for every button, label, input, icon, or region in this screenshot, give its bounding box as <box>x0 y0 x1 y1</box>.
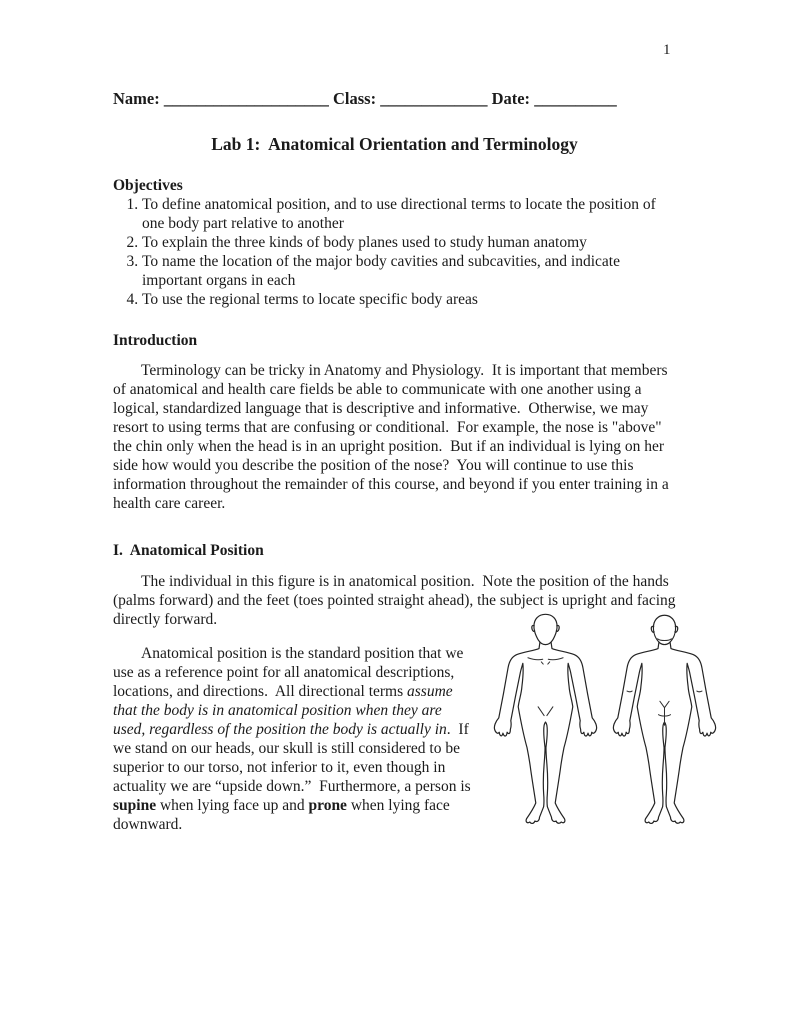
paragraph-text: . If we stand on our heads, our skull is still considered to be superior to our torso, not inferior to it, even though in actuality we are “upside down.” Furthermore, a person is <box>113 721 475 795</box>
objective-item: 3. To name the location of the major body cavities and subcavities, and indicate important organs in each <box>142 252 676 290</box>
objectives-heading: Objectives <box>113 177 183 194</box>
italic-emphasis-text: assume that the body is in anatomical position when they are used, regardless of the position the body is actually in <box>113 683 457 738</box>
human-body-anterior-outline-icon <box>490 603 601 855</box>
introduction-heading: Introduction <box>113 332 198 349</box>
paragraph-text: Anatomical position is the standard position that we use as a reference point for all anatomical descriptions, locations, and directions. All directional terms <box>113 645 468 700</box>
introduction-paragraph: Terminology can be tricky in Anatomy and Physiology. It is important that members of anatomical and health care fields be able to communicate with one another using a logical, standardized language that is descriptive and informative. Otherwise, we may resort to using terms that are confusing or conditional. For example, the nose is "above" the chin only when the head is in an upright position. But if an individual is lying on her side how would you describe the position of the nose? You will continue to use this information throughout the remainder of this course, and beyond if you enter training in a health care career. <box>113 362 673 512</box>
supine-term: supine <box>113 797 157 814</box>
objectives-list <box>113 195 676 309</box>
class-blank-field[interactable]: _____________ <box>376 89 492 108</box>
date-blank-field[interactable]: __________ <box>530 89 617 108</box>
class-label: Class: <box>332 89 377 108</box>
page-number: 1 <box>663 42 671 58</box>
paragraph-text: when lying face downward. <box>113 797 454 833</box>
objective-item: 1. To define anatomical position, and to use directional terms to locate the position of one body part relative to another <box>142 195 676 233</box>
prone-term: prone <box>308 797 347 814</box>
section1-heading: I. Anatomical Position <box>113 542 264 559</box>
name-blank-field[interactable]: ____________________ <box>159 89 333 108</box>
paragraph-text: when lying face up and <box>156 797 309 814</box>
name-class-date-line <box>113 88 676 109</box>
anatomical-position-figure <box>490 603 720 863</box>
name-label: Name: <box>113 89 160 108</box>
objective-item: 2. To explain the three kinds of body planes used to study human anatomy <box>142 233 676 252</box>
section1-paragraph1: The individual in this figure is in anatomical position. Note the position of the hands (palms forward) and the feet (toes pointed straight ahead), the subject is upright and facing directly forward. <box>113 573 680 628</box>
document-title: Lab 1: Anatomical Orientation and Terminology <box>211 134 578 154</box>
objective-item: 4. To use the regional terms to locate specific body areas <box>142 290 676 309</box>
date-label: Date: <box>491 89 531 108</box>
human-body-posterior-outline-icon <box>609 603 720 855</box>
